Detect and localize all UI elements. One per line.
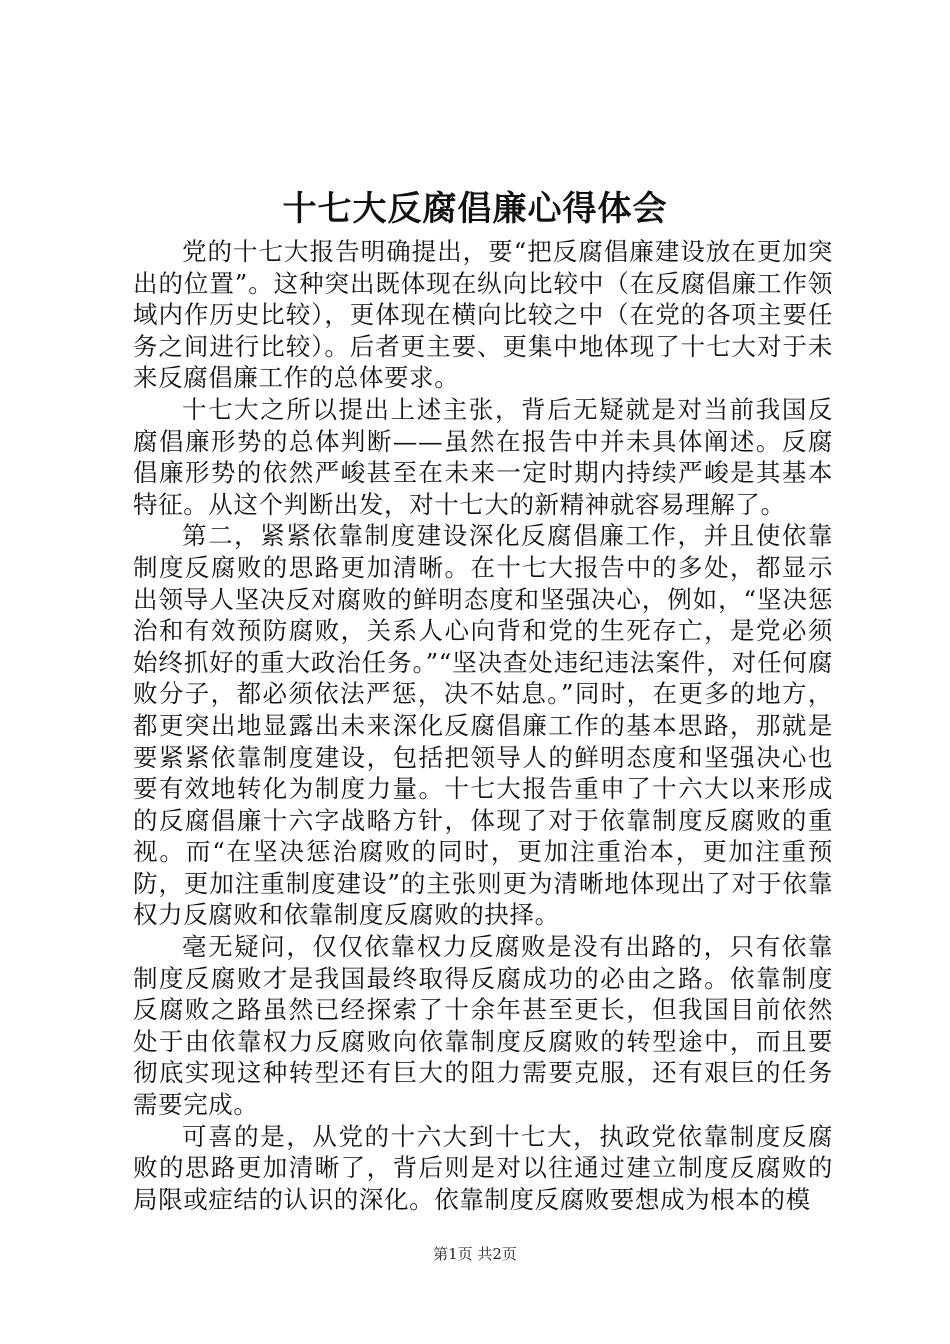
document-body: [133, 236, 833, 1215]
document-title: 十七大反腐倡廉心得体会: [282, 189, 668, 229]
paragraph-4: 毫无疑问，仅仅依靠权力反腐败是没有出路的，只有依靠制度反腐败才是我国最终取得反腐成功的必由之路。依靠制度反腐败之路虽然已经探索了十余年甚至更长，但我国目前依然处于由依靠权力反腐败向依靠制度反腐败的转型途中，而且要彻底实现这种转型还有巨大的阻力需要克服，还有艰巨的任务需要完成。: [133, 932, 833, 1120]
paragraph-3: 第二，紧紧依靠制度建设深化反腐倡廉工作，并且使依靠制度反腐败的思路更加清晰。在十七大报告中的多处，都显示出领导人坚决反对腐败的鲜明态度和坚强决心，例如，“坚决惩治和有效预防腐败，关系人心向背和党的生死存亡，是党必须始终抓好的重大政治任务。”“坚决查处违纪违法案件，对任何腐败分子，都必须依法严惩，决不姑息。”同时，在更多的地方，都更突出地显露出未来深化反腐倡廉工作的基本思路，那就是要紧紧依靠制度建设，包括把领导人的鲜明态度和坚强决心也要有效地转化为制度力量。十七大报告重申了十六大以来形成的反腐倡廉十六字战略方针，体现了对于依靠制度反腐败的重视。而“在坚决惩治腐败的同时，更加注重治本，更加注重预防，更加注重制度建设”的主张则更为清晰地体现出了对于依靠权力反腐败和依靠制度反腐败的抉择。: [133, 521, 833, 930]
page-number-footer: 第1页 共2页: [433, 1245, 517, 1263]
paragraph-1: 党的十七大报告明确提出，要“把反腐倡廉建设放在更加突出的位置”。这种突出既体现在纵向比较中（在反腐倡廉工作领域内作历史比较），更体现在横向比较之中（在党的各项主要任务之间进行比较）。后者更主要、更集中地体现了十七大对于未来反腐倡廉工作的总体要求。: [133, 237, 833, 393]
paragraph-2: 十七大之所以提出上述主张，背后无疑就是对当前我国反腐倡廉形势的总体判断——虽然在报告中并未具体阐述。反腐倡廉形势的依然严峻甚至在未来一定时期内持续严峻是其基本特征。从这个判断出发，对十七大的新精神就容易理解了。: [133, 394, 833, 519]
paragraph-5: 可喜的是，从党的十六大到十七大，执政党依靠制度反腐败的思路更加清晰了，背后则是对以往通过建立制度反腐败的局限或症结的认识的深化。依靠制度反腐败要想成为根本的模: [133, 1121, 833, 1214]
